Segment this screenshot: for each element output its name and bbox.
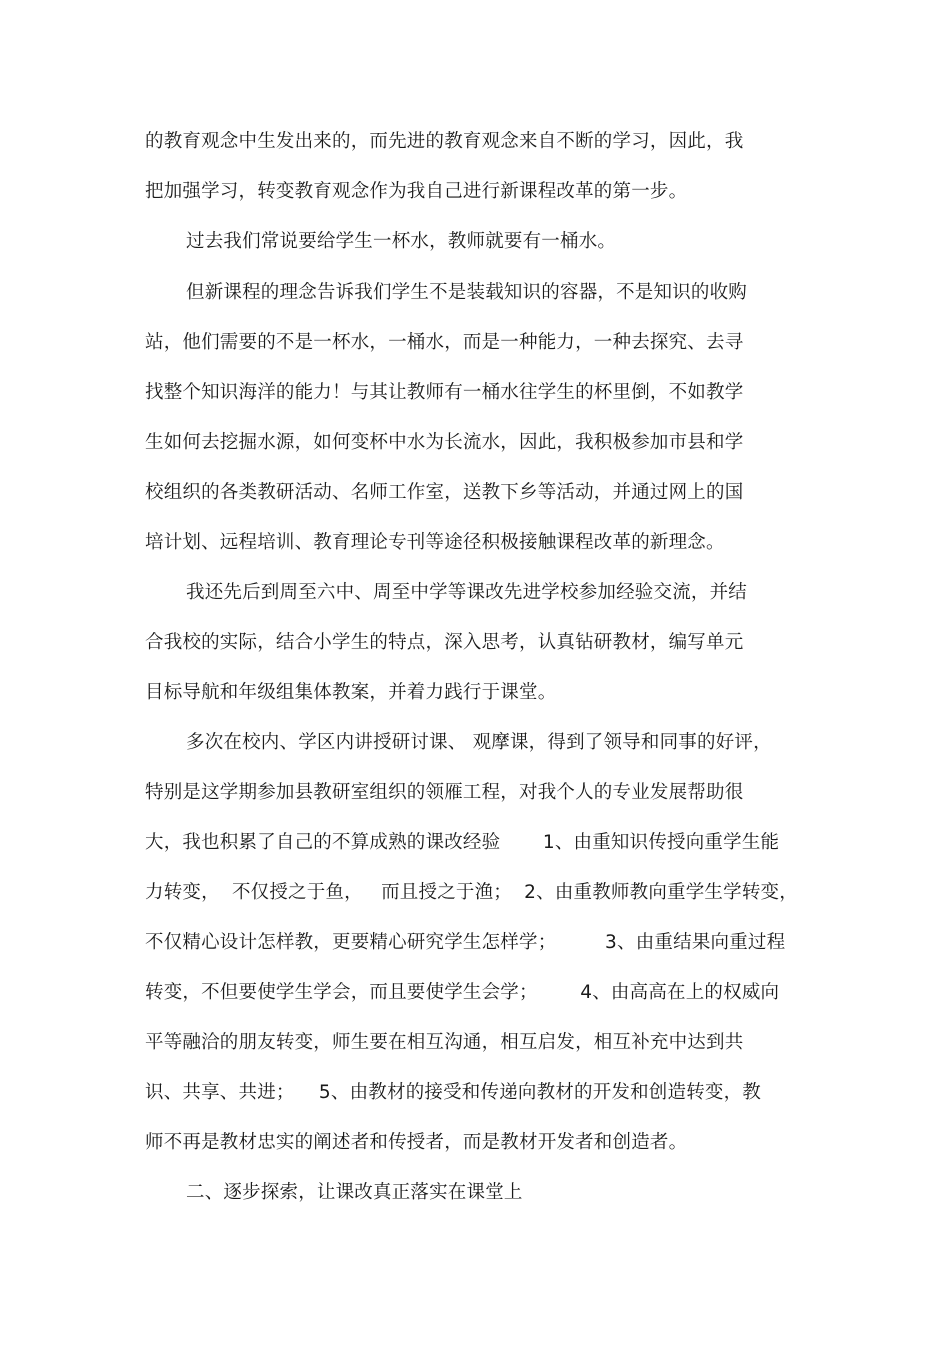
section-heading: 二、逐步探索，让课改真正落实在课堂上 <box>186 1182 523 1203</box>
text-line: 转变，不但要使学生学会，而且要使学生会学； 4、由高高在上的权威向 <box>145 982 780 1003</box>
text-line: 师不再是教材忠实的阐述者和传授者，而是教材开发者和创造者。 <box>145 1132 688 1153</box>
text-line: 多次在校内、学区内讲授研讨课、 观摩课，得到了领导和同事的好评， <box>186 732 772 753</box>
text-line: 大，我也积累了自己的不算成熟的课改经验 1、由重知识传授向重学生能 <box>145 832 780 853</box>
text-line: 平等融洽的朋友转变，师生要在相互沟通，相互启发，相互补充中达到共 <box>145 1032 744 1053</box>
text-line: 特别是这学期参加县教研室组织的领雁工程，对我个人的专业发展帮助很 <box>145 782 744 803</box>
text-line: 目标导航和年级组集体教案，并着力践行于课堂。 <box>145 682 557 703</box>
text-line: 找整个知识海洋的能力！与其让教师有一桶水往学生的杯里倒，不如教学 <box>145 382 744 403</box>
text-line: 合我校的实际，结合小学生的特点，深入思考，认真钻研教材，编写单元 <box>145 632 744 653</box>
text-line: 把加强学习，转变教育观念作为我自己进行新课程改革的第一步。 <box>145 181 688 202</box>
text-line: 力转变， 不仅授之于鱼， 而且授之于渔； 2、由重教师教向重学生学转变， <box>145 882 798 903</box>
text-line: 培计划、远程培训、教育理论专刊等途径积极接触课程改革的新理念。 <box>145 532 725 553</box>
text-line: 不仅精心设计怎样教，更要精心研究学生怎样学； 3、由重结果向重过程 <box>145 932 786 953</box>
text-line: 过去我们常说要给学生一杯水，教师就要有一桶水。 <box>186 231 617 252</box>
text-line: 校组织的各类教研活动、名师工作室，送教下乡等活动，并通过网上的国 <box>145 482 744 503</box>
text-line: 但新课程的理念告诉我们学生不是装载知识的容器，不是知识的收购 <box>186 282 748 303</box>
text-line: 站，他们需要的不是一杯水，一桶水，而是一种能力，一种去探究、去寻 <box>145 332 744 353</box>
text-line: 识、共享、共进； 5、由教材的接受和传递向教材的开发和创造转变，教 <box>145 1082 761 1103</box>
text-line: 生如何去挖掘水源，如何变杯中水为长流水，因此，我积极参加市县和学 <box>145 432 744 453</box>
text-line: 的教育观念中生发出来的，而先进的教育观念来自不断的学习，因此，我 <box>145 131 744 152</box>
text-line: 我还先后到周至六中、周至中学等课改先进学校参加经验交流，并结 <box>186 582 748 603</box>
